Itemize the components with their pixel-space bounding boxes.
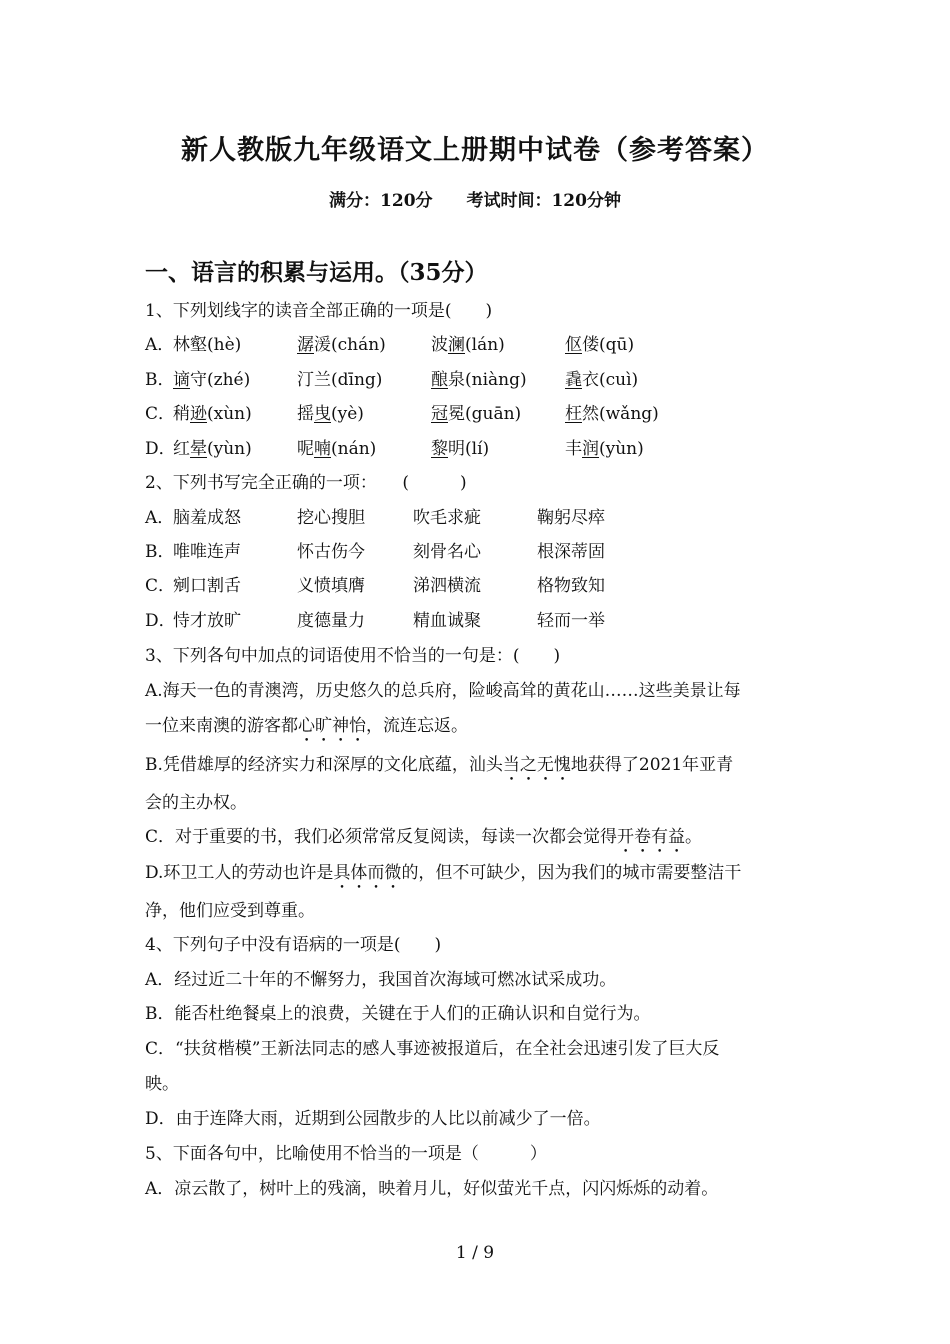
q5-option-a: A．凉云散了，树叶上的残滴，映着月儿，好似萤光千点，闪闪烁烁的动着。 [145,1179,719,1199]
q3-option-b-line-1: B.凭借雄厚的经济实力和深厚的文化底蕴，汕头当之无愧地获得了2021年亚青 [145,755,734,775]
q1-b-item-1: 谪守(zhé) [173,370,251,390]
q2-b-item-3: 刻骨名心 [413,542,481,562]
q1-b-item-2: 汀兰(dīng) [297,370,383,390]
question-5-stem: 5、下面各句中，比喻使用不恰当的一项是（ ） [145,1144,547,1164]
question-3-stem: 3、下列各句中加点的词语使用不恰当的一句是：( ) [145,646,561,666]
exam-time: 考试时间：120分钟 [466,191,621,211]
full-score: 满分：120分 [329,191,433,211]
q3-option-b-line-2: 会的主办权。 [145,793,247,813]
q1-d-item-1: 红晕(yùn) [173,439,252,459]
option-label: B． [145,542,175,562]
option-label: A． [145,335,175,355]
q3-option-d-line-2: 净，他们应受到尊重。 [145,901,315,921]
q2-b-item-2: 怀古伤今 [297,542,365,562]
q1-a-item-2: 潺湲(chán) [297,335,386,355]
q2-c-item-1: 剜口割舌 [173,576,241,596]
dotted-word: 当之无愧 [502,755,571,775]
option-label: C． [145,404,176,424]
q1-c-item-2: 摇曳(yè) [297,404,364,424]
question-2-stem: 2、下列书写完全正确的一项： ( ) [145,473,467,493]
q2-a-item-1: 脑羞成怒 [173,508,241,528]
q4-option-b: B．能否杜绝餐桌上的浪费，关键在于人们的正确认识和自觉行为。 [145,1004,651,1024]
q2-d-item-1: 恃才放旷 [173,611,241,631]
option-label: C． [145,576,176,596]
q1-b-item-4: 毳衣(cuì) [565,370,639,390]
q1-d-item-4: 丰润(yùn) [565,439,644,459]
q2-c-item-3: 涕泗横流 [413,576,481,596]
q3-option-a-line-1: A.海天一色的青澳湾，历史悠久的总兵府，险峻高耸的黄花山……这些美景让每 [145,681,741,701]
q1-c-item-4: 枉然(wǎng) [565,404,659,424]
page-title: 新人教版九年级语文上册期中试卷（参考答案） [181,135,769,166]
question-4-stem: 4、下列句子中没有语病的一项是( ) [145,935,442,955]
q2-c-item-2: 义愤填膺 [297,576,365,596]
q1-c-item-3: 冠冕(guān) [431,404,522,424]
q2-b-item-4: 根深蒂固 [537,542,605,562]
exam-meta [0,186,950,211]
option-label: B． [145,370,175,390]
q2-a-item-4: 鞠躬尽瘁 [537,508,605,528]
q2-b-item-1: 唯唯连声 [173,542,241,562]
q1-b-item-3: 酿泉(niàng) [431,370,527,390]
q2-d-item-2: 度德量力 [297,611,365,631]
q3-option-a-line-2: 一位来南澳的游客都心旷神怡，流连忘返。 [145,716,468,736]
section-heading: 一、语言的积累与运用。（35分） [145,259,488,286]
option-label: D． [145,611,176,631]
q2-c-item-4: 格物致知 [537,576,605,596]
q1-a-item-3: 波澜(lán) [431,335,505,355]
q2-a-item-2: 挖心搜胆 [297,508,365,528]
q1-d-item-3: 黎明(lí) [431,439,490,459]
q1-a-item-4: 伛偻(qū) [565,335,635,355]
q2-d-item-4: 轻而一举 [537,611,605,631]
option-label: A． [145,508,175,528]
q1-c-item-1: 稍逊(xùn) [173,404,252,424]
question-1-stem: 1、下列划线字的读音全部正确的一项是( ) [145,301,493,321]
q4-option-a: A．经过近二十年的不懈努力，我国首次海域可燃冰试采成功。 [145,970,617,990]
q3-option-d-line-1: D.环卫工人的劳动也许是具体而微的，但不可缺少，因为我们的城市需要整洁干 [145,863,742,883]
page-number: 1 / 9 [455,1243,495,1263]
q3-option-c: C．对于重要的书，我们必须常常反复阅读，每读一次都会觉得开卷有益。 [145,827,703,847]
q2-d-item-3: 精血诚聚 [413,611,481,631]
q2-a-item-3: 吹毛求疵 [413,508,481,528]
dotted-word: 心旷神怡 [298,716,366,736]
q1-a-item-1: 林壑(hè) [173,335,242,355]
q1-d-item-2: 呢喃(nán) [297,439,377,459]
option-label: D． [145,439,176,459]
q4-option-d: D．由于连降大雨，近期到公园散步的人比以前减少了一倍。 [145,1109,601,1129]
q4-option-c-line-1: C．“扶贫楷模”王新法同志的感人事迹被报道后，在全社会迅速引发了巨大反 [145,1039,720,1059]
q4-option-c-line-2: 映。 [145,1074,179,1094]
dotted-word: 开卷有益 [617,827,686,847]
dotted-word: 具体而微 [333,863,402,883]
